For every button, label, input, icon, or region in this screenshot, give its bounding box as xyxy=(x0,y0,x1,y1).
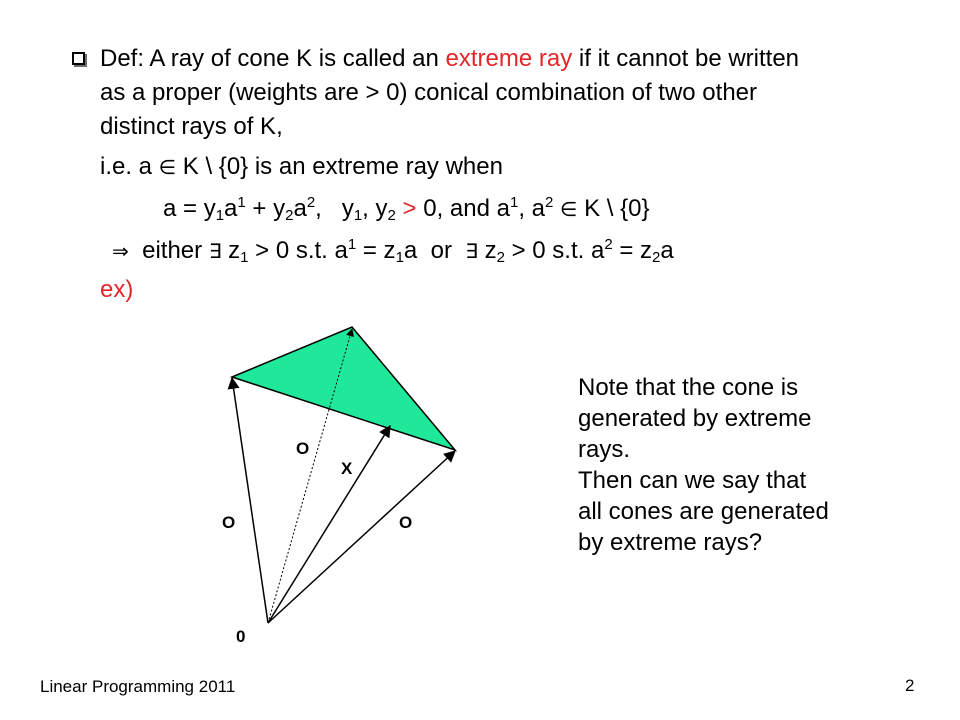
definition-text: Def: A ray of cone K is called an xyxy=(100,45,446,72)
note-line: generated by extreme xyxy=(578,405,812,432)
note-text xyxy=(578,372,878,558)
label-x-mid: X xyxy=(341,459,353,478)
definition-line-3: distinct rays of K, xyxy=(100,113,283,140)
label-o-right: O xyxy=(399,513,413,532)
page-number: 2 xyxy=(905,676,915,695)
condition-text-b: K \ {0} is an extreme ray when xyxy=(176,153,503,180)
ray-middle xyxy=(268,426,390,623)
note-line: rays. xyxy=(578,436,631,463)
footer-course: Linear Programming 2011 xyxy=(40,677,236,696)
label-o-top: O xyxy=(296,439,310,458)
definition-text-suffix: if it cannot be written xyxy=(572,45,800,72)
implication-equation: ⇒ either ∃ $z_1 > 0$ s.t. $a^1 = z_1a$ or ∃ $z_2 > 0$ s.t. $a^2 = z_2a$ xyxy=(112,236,674,266)
element-of-symbol: ∈ xyxy=(560,197,578,221)
definition-line-2: as a proper (weights are > 0) conical combination of two other xyxy=(100,79,758,106)
note-line: Note that the cone is xyxy=(578,374,799,401)
ray-right xyxy=(268,451,455,623)
label-o-left: O xyxy=(222,513,236,532)
ray-left xyxy=(232,378,268,623)
combination-equation: $a = y_1a^1 + y_2a^2$, $y_1$, $y_2 > 0$, and $a^1$, $a^2$ ∈ K \ {0} xyxy=(163,194,650,224)
note-line: Then can we say that xyxy=(578,467,807,494)
exists-symbol: ∃ xyxy=(465,239,478,263)
note-line: all cones are generated xyxy=(578,498,829,525)
note-line: by extreme rays? xyxy=(578,529,763,556)
term-extreme-ray: extreme ray xyxy=(445,45,573,72)
implies-symbol: ⇒ xyxy=(112,239,129,263)
exists-symbol: ∃ xyxy=(208,239,222,263)
condition-text-a: i.e. a xyxy=(100,153,159,180)
element-of-symbol: ∈ xyxy=(158,155,177,179)
cone-section-triangle xyxy=(232,327,455,450)
label-origin: 0 xyxy=(236,627,246,646)
example-label: ex) xyxy=(100,276,134,303)
